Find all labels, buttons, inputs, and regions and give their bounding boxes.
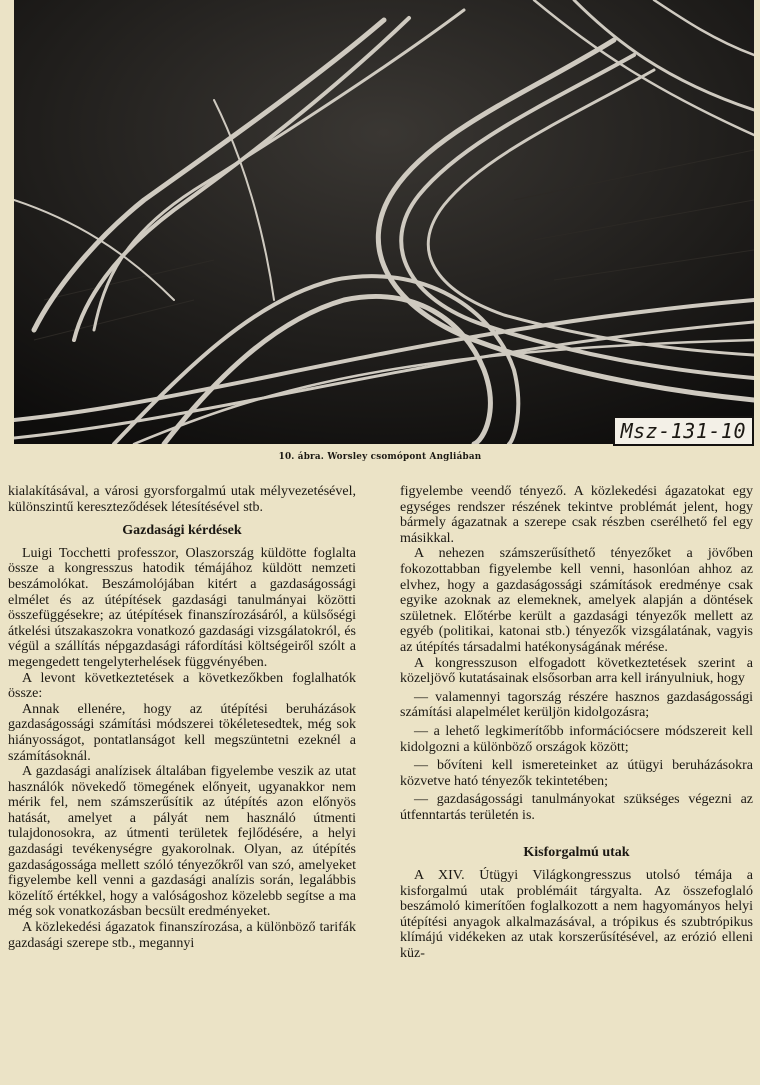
paragraph: A levont következtetések a következőkben foglalhatók össze: <box>8 670 356 702</box>
archive-stamp: Msz-131-10 <box>613 416 754 446</box>
interchange-photo <box>14 0 754 444</box>
paragraph: A kongresszuson elfogadott következtetések szerint a közeljövő kutatásainak elsősorban arra kell irányulniuk, hogy <box>400 655 753 687</box>
paragraph: figyelembe veendő tényező. A közlekedési ágazatokat egy egységes rendszer részének tekintve problémát jelent, hogy bármely ágazatnak a szerepe csak részben cserélhető fel egy másikkal. <box>400 484 753 546</box>
left-column <box>8 484 356 951</box>
paragraph: A nehezen számszerűsíthető tényezőket a jövőben fokozottabban figyelembe kell venni, hasonlóan ahhoz az elvhez, hogy a gazdaságossági számítások eredménye csak egyike azoknak az elemeknek, amelyek alapján a döntések születnek. Előtérbe került a gazdasági tényezők mellett az egyéb (politikai, katonai stb.) tényezők vizsgálatának, vagyis az útépítés társadalmi hatékonyságának mérése. <box>400 546 753 655</box>
paragraph: A gazdasági analízisek általában figyelembe veszik az utat használók növekedő tömegének előnyeit, ugyanakkor nem mérik fel, nem számszerűsítik az útépítés azon előnyös hatását, amelyet a pályát nem használó útmenti tulajdonosokra, az útmenti területek fejlődésére, a helyi gazdasági tevékenységre gyakorolnak. Olyan, az útépítés gazdaságossága mellett szóló tényezőkről van szó, amelyeket figyelembe kell venni a gazdasági analízis során, legalábbis közelítő értékkel, hogy a valóságoshoz közelebb segítse a ma még sok vonatkozásban becsült eredményeket. <box>8 764 356 920</box>
section-heading-economic: Gazdasági kérdések <box>122 523 242 539</box>
right-column <box>400 484 753 962</box>
list-item: — gazdaságossági tanulmányokat szükséges végezni az útfenntartás területén is. <box>400 792 753 823</box>
figure-caption: 10. ábra. Worsley csomópont Angliában <box>278 452 482 462</box>
section-heading-low-traffic-roads: Kisforgalmú utak <box>523 845 630 861</box>
paragraph: A XIV. Útügyi Világkongresszus utolsó témája a kisforgalmú utak problémáit tárgyalta. Az összefoglaló beszámoló kimerítően foglalkozott a nem hagyományos helyi útépítési anyagok alkalmazásával, a trópikus és szubtrópikus klímájú vidékeken az utak korszerűsítésével, az erózió elleni küz- <box>400 868 753 962</box>
list-item: — valamennyi tagország részére hasznos gazdaságossági számítási alapelmélet kerüljön kidolgozásra; <box>400 689 753 721</box>
paragraph: kialakításával, a városi gyorsforgalmú utak mélyvezetésével, különszintű kereszteződések létesítésével stb. <box>8 484 356 515</box>
interchange-aerial-image <box>14 0 754 444</box>
paragraph: Annak ellenére, hogy az útépítési beruházások gazdaságossági számítási módszerei tökéletesedtek, még sok hiányosságot, pontatlanságot kell megszüntetni ezeknél a számításoknál. <box>8 701 356 764</box>
paragraph: Luigi Tocchetti professzor, Olaszország küldötte foglalta össze a kongresszus hatodik témájához küldött nemzeti beszámolókat. Beszámolójában kitért a gazdaságossági elmélet és az útépítések gazdasági tanulmányai közötti összefüggésekre; az útépítések finanszírozásáról, a külsőségi átkelési útszakaszokra vonatkozó gazdasági vizsgálatokról, és végül a szállítás népgazdasági ráfordítási költségeiről szólt a megengedett tengelyterhelések függvényében. <box>8 545 356 670</box>
list-item: — a lehető legkimerítőbb információcsere módszereit kell kidolgozni a különböző országok között; <box>400 723 753 755</box>
paragraph: A közlekedési ágazatok finanszírozása, a különböző tarifák gazdasági szerepe stb., megannyi <box>8 920 356 951</box>
list-item: — bővíteni kell ismereteinket az útügyi beruházásokra közvetve ható tényezők tekintetében; <box>400 758 753 789</box>
